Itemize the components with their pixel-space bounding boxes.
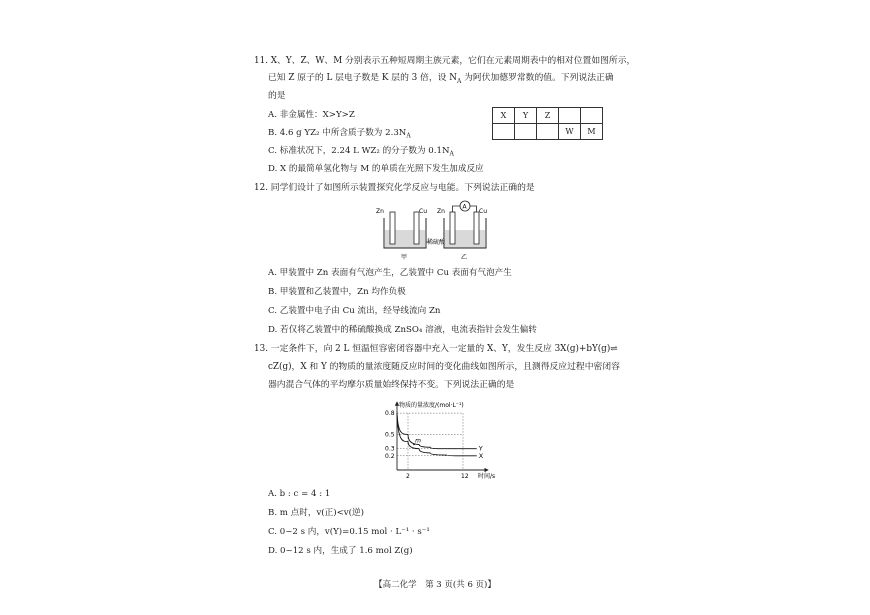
q11-stem-line1: 11. X、Y、Z、W、M 分别表示五种短周期主族元素，它们在元素周期表中的相对位置如图所示， [254,56,636,66]
table-row [493,108,603,124]
ammeter-label: A [462,203,467,211]
q13-stem-line2: cZ(g)，X 和 Y 的物质的量浓度随反应时间的变化曲线如图所示，且测得反应过程中密闭容 [268,362,620,372]
x-tick-label: 12 [461,473,469,480]
q11-option-b-sub: A [406,132,411,140]
table-cell [537,124,559,140]
table-cell: Y [515,108,537,124]
table-cell [559,108,581,124]
q13-option-d: D. 0~12 s 内，生成了 1.6 mol Z(g) [268,546,413,556]
q13-stem-line3: 器内混合气体的平均摩尔质量始终保持不变。下列说法正确的是 [268,380,515,390]
q11-option-b-text: B. 4.6 g YZ₂ 中所含质子数为 2.3N [268,128,407,138]
series-label-X: X [478,451,484,460]
table-cell: Z [537,108,559,124]
q12-option-c: C. 乙装置中电子由 Cu 流出，经导线流向 Zn [268,306,441,316]
x-tick-label: 2 [406,473,410,480]
q12-option-b: B. 甲装置和乙装置中，Zn 均作负极 [268,287,406,297]
y-axis-label: 物质的量浓度/(mol·L⁻¹) [399,402,464,409]
table-cell [581,108,603,124]
table-row [493,124,603,140]
point-m-label: m [415,437,422,445]
q12-option-d: D. 若仅将乙装置中的稀硫酸换成 ZnSO₄ 溶液，电流表指针会发生偏转 [268,325,537,335]
q11-stem-line2 [268,73,614,87]
electrode-cu-jia [414,212,419,244]
table-cell [493,124,515,140]
series-label-Y: Y [478,444,483,453]
q11-option-b [268,128,411,142]
table-cell: M [581,124,603,140]
q12-stem: 12. 同学们设计了如图所示装置探究化学反应与电能。下列说法正确的是 [254,183,535,193]
q13-option-c: C. 0~2 s 内，v(Y)=0.15 mol · L⁻¹ · s⁻¹ [268,527,430,537]
label-cu-jia: Cu [419,208,427,215]
point-m [413,444,415,446]
q11-option-a: A. 非金属性：X>Y>Z [268,110,355,120]
q11-stem-line2-text: 已知 Z 原子的 L 层电子数是 K 层的 3 倍，设 N [268,73,457,83]
electrode-cu-yi [474,212,479,244]
q13-option-b: B. m 点时，v(正)<v(逆) [268,508,364,518]
q12-option-a: A. 甲装置中 Zn 表面有气泡产生，乙装置中 Cu 表面有气泡产生 [268,268,512,278]
label-yi: 乙 [461,254,468,261]
label-zn-yi: Zn [437,208,445,215]
y-tick-label: 0.5 [385,431,395,439]
q13-stem-line1: 13. 一定条件下，向 2 L 恒温恒容密闭容器中充入一定量的 X、Y，发生反应 3X(g)+bY(g)⇌ [254,344,618,354]
galvanic-cell-diagram [374,200,504,262]
table-cell [515,124,537,140]
q11-stem-line3: 的是 [268,91,286,101]
y-tick-label: 0.2 [385,452,395,460]
table-cell: W [559,124,581,140]
label-zn-jia: Zn [376,208,384,215]
table-cell: X [493,108,515,124]
q11-stem-line2-tail: 为阿伏加德罗常数的值。下列说法正确 [461,73,614,83]
q11-option-c-text: C. 标准状况下，2.24 L WZ₂ 的分子数为 0.1N [268,146,450,156]
q11-option-c [268,146,454,160]
electrode-zn-jia [390,212,395,244]
y-tick-label: 0.8 [385,410,395,418]
periodic-position-table [492,107,603,140]
q11-stem-line2-sub: A [456,77,462,85]
page-footer: 【高二化学 第 3 页(共 6 页)】 [374,580,496,590]
q11-option-d: D. X 的最简单氢化物与 M 的单质在光照下发生加成反应 [268,164,484,174]
concentration-time-chart [370,398,510,482]
x-axis-label: 时间/s [478,473,496,480]
electrode-zn-yi [450,212,455,244]
q11-option-c-sub: A [449,150,454,158]
y-tick-label: 0.3 [385,445,395,453]
q13-option-a: A. b : c = 4 : 1 [268,489,331,499]
label-acid: 稀硫酸 [427,239,446,246]
label-cu-yi: Cu [479,208,487,215]
label-jia: 甲 [401,254,408,261]
series-line-Y [397,413,477,449]
